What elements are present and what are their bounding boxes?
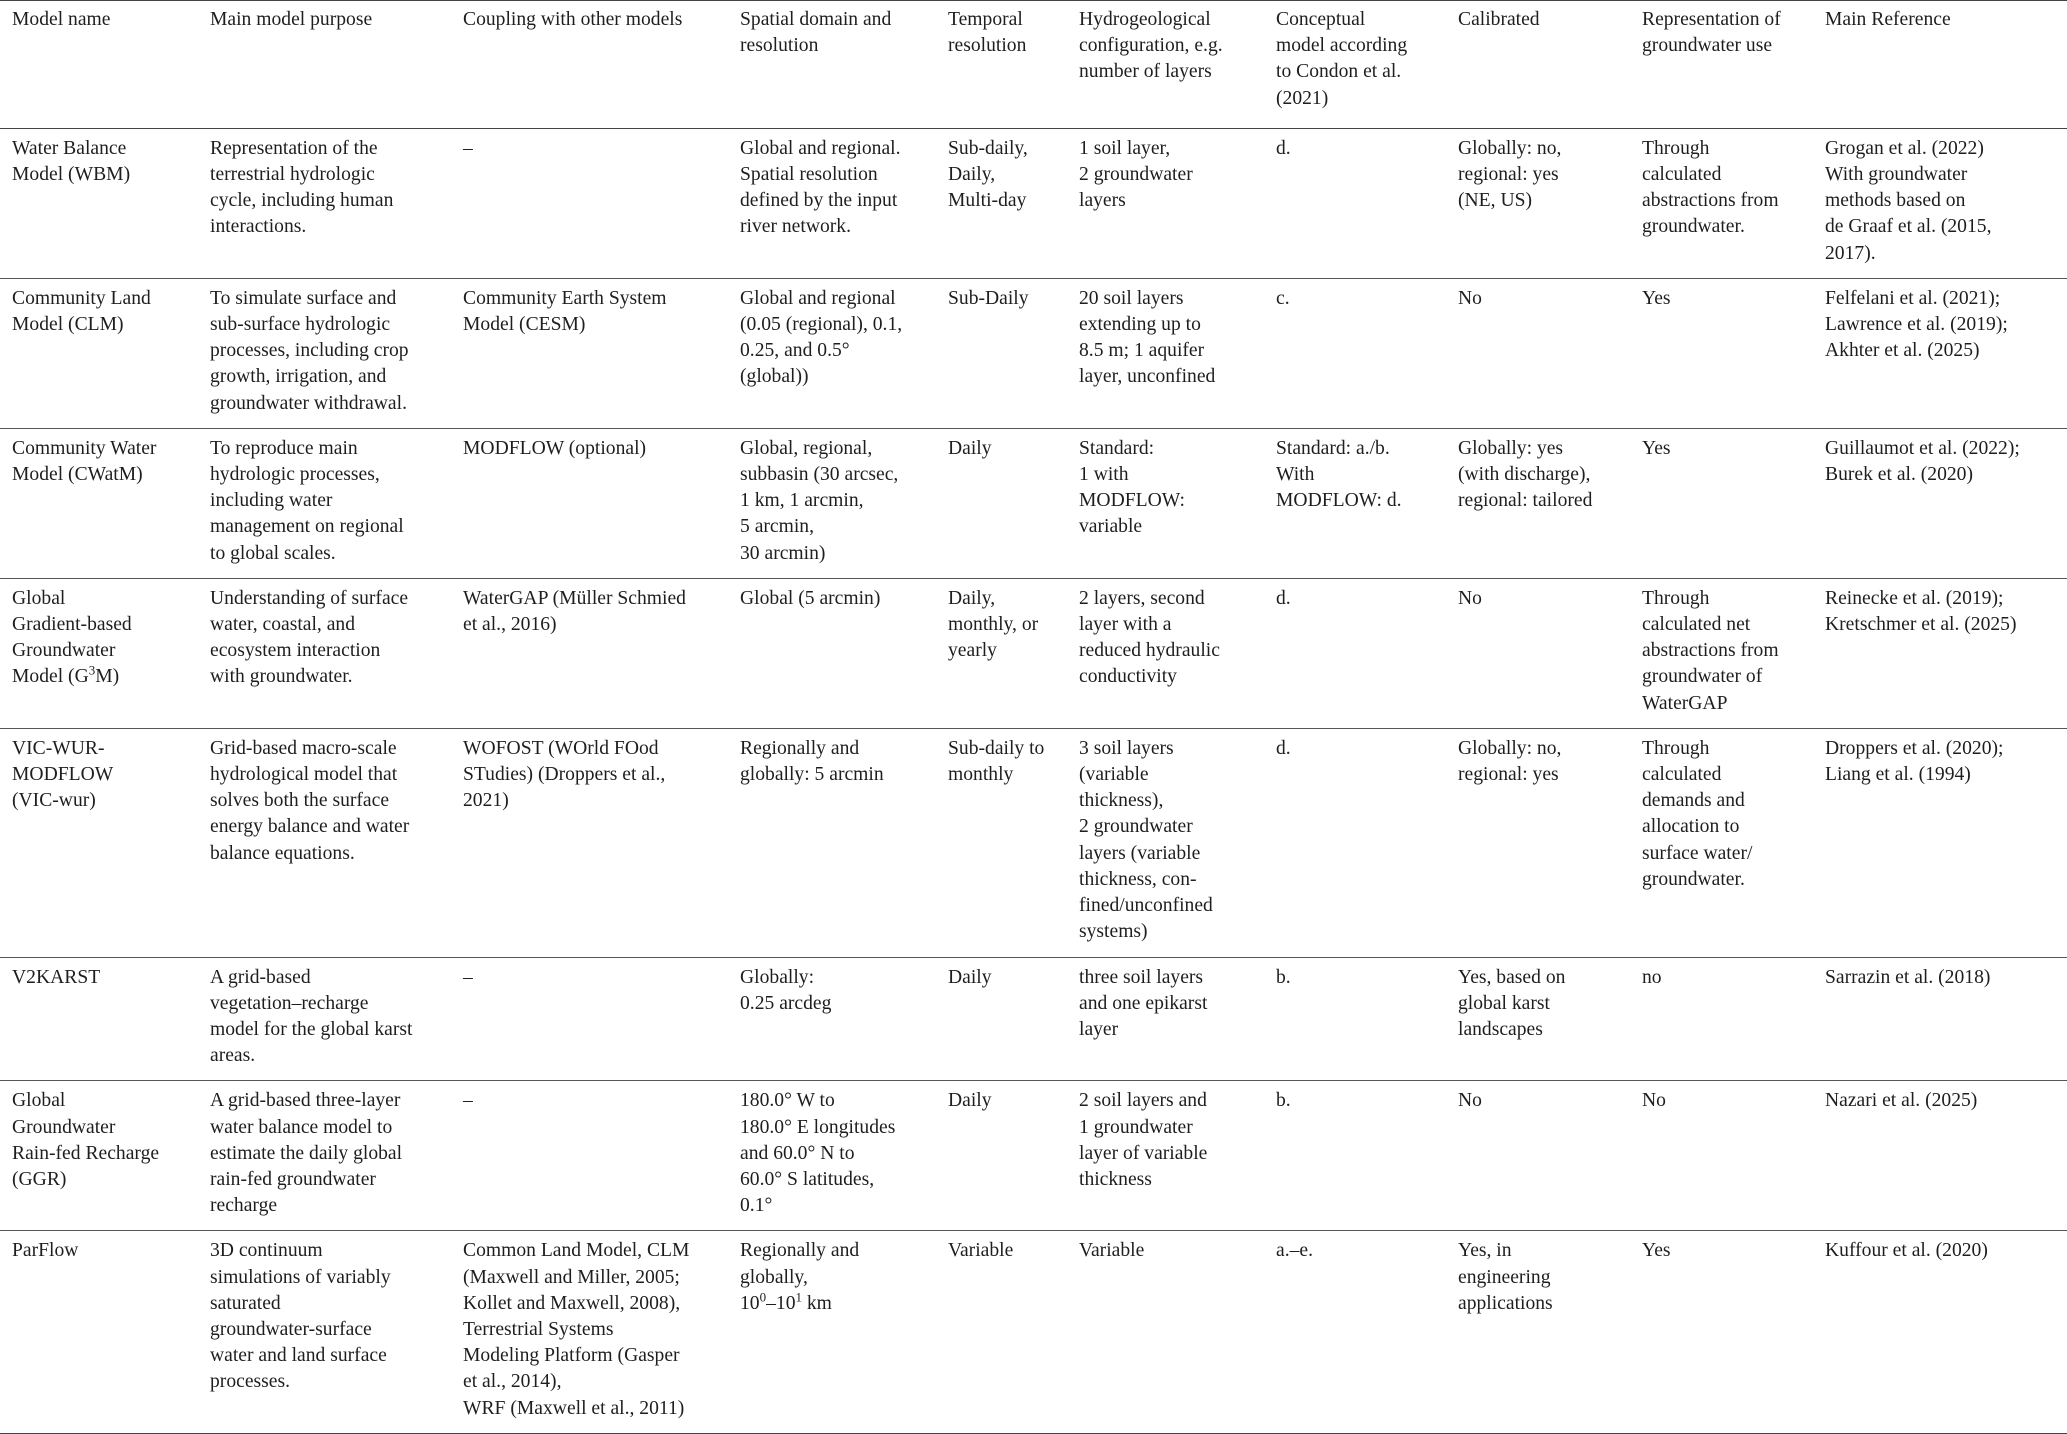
- cell-calibrated: Globally: no, regional: yes (NE, US): [1458, 137, 1562, 212]
- cell-reference: Reinecke et al. (2019); Kretschmer et al. (2025): [1825, 587, 2017, 636]
- cell-purpose: Representation of the terrestrial hydrologic cycle, including human interactions.: [210, 137, 394, 238]
- cell-spatial: Globally: 0.25 arcdeg: [740, 966, 832, 1014]
- cell-purpose: Grid-based macro-scale hydrological model that solves both the surface energy balance and water balance equations.: [210, 737, 410, 864]
- spatial-range-separator: –10: [766, 1292, 796, 1314]
- table-body: [0, 128, 2067, 1433]
- cell-reference: Kuffour et al. (2020): [1825, 1240, 1988, 1262]
- cell-coupling: MODFLOW (optional): [463, 437, 647, 459]
- cell-groundwater-use: No: [1642, 1090, 1666, 1112]
- cell-hydrogeo: 1 soil layer, 2 groundwater layers: [1079, 137, 1193, 212]
- table-row: [0, 128, 2067, 278]
- header-groundwater-use: Representation of groundwater use: [1642, 9, 1781, 57]
- model-name-suffix: M): [95, 666, 120, 688]
- cell-spatial: Regionally and globally: 5 arcmin: [740, 737, 884, 786]
- table-row: [0, 278, 2067, 428]
- cell-model-name: Community Water Model (CWatM): [12, 437, 157, 486]
- cell-hydrogeo: three soil layers and one epikarst layer: [1079, 966, 1208, 1040]
- spatial-unit: km: [801, 1292, 832, 1314]
- cell-conceptual: d.: [1276, 587, 1291, 609]
- cell-calibrated: No: [1458, 287, 1482, 309]
- cell-temporal: Daily: [948, 966, 992, 988]
- cell-temporal: Sub-daily to monthly: [948, 737, 1045, 786]
- table-header: [0, 1, 2067, 129]
- table-row: [0, 578, 2067, 728]
- cell-purpose: A grid-based vegetation–recharge model for the global karst areas.: [210, 966, 413, 1067]
- model-name-superscript: 3: [88, 662, 96, 678]
- table-row: [0, 728, 2067, 957]
- cell-groundwater-use: Through calculated net abstractions from groundwater of WaterGAP: [1642, 587, 1779, 714]
- cell-conceptual: c.: [1276, 287, 1290, 309]
- cell-calibrated: Yes, in engineering applications: [1458, 1240, 1553, 1314]
- header-model-name: Model name: [12, 9, 111, 30]
- header-spatial-domain: Spatial domain and resolution: [740, 9, 892, 57]
- cell-spatial: Global, regional, subbasin (30 arcsec, 1 km, 1 arcmin, 5 arcmin, 30 arcmin): [740, 437, 899, 564]
- header-coupling: Coupling with other models: [463, 9, 683, 30]
- header-temporal-resolution: Temporal resolution: [948, 9, 1027, 57]
- cell-model-name: V2KARST: [12, 966, 101, 988]
- header-main-model-purpose: Main model purpose: [210, 9, 373, 30]
- cell-temporal: Daily, monthly, or yearly: [948, 587, 1039, 662]
- cell-reference: Sarrazin et al. (2018): [1825, 966, 1991, 988]
- cell-temporal: Sub-Daily: [948, 287, 1029, 309]
- cell-conceptual: a.–e.: [1276, 1240, 1313, 1262]
- cell-conceptual: b.: [1276, 966, 1291, 988]
- spatial-exponent-lower: 0: [759, 1289, 767, 1305]
- cell-coupling: WOFOST (WOrld FOod STudies) (Droppers et al., 2021): [463, 737, 666, 812]
- cell-temporal: Variable: [948, 1240, 1014, 1262]
- cell-coupling: –: [463, 137, 473, 159]
- header-conceptual-model: Conceptual model according to Condon et al. (2021): [1276, 9, 1408, 109]
- cell-coupling: –: [463, 966, 473, 988]
- cell-coupling: Community Earth System Model (CESM): [463, 287, 667, 336]
- table-row: [0, 1081, 2067, 1231]
- cell-reference: Grogan et al. (2022) With groundwater methods based on de Graaf et al. (2015, 2017).: [1825, 137, 1992, 264]
- cell-model-name: Community Land Model (CLM): [12, 287, 151, 336]
- cell-temporal: Sub-daily, Daily, Multi-day: [948, 137, 1028, 212]
- cell-reference: Guillaumot et al. (2022); Burek et al. (2020): [1825, 437, 2020, 486]
- spatial-text: Regionally and globally, 10: [740, 1240, 860, 1314]
- cell-conceptual: d.: [1276, 737, 1291, 759]
- cell-model-name: Global Groundwater Rain-fed Recharge (GGR): [12, 1090, 160, 1190]
- cell-purpose: To reproduce main hydrologic processes, including water management on regional to global scales.: [210, 437, 404, 564]
- table-row: [0, 957, 2067, 1081]
- cell-calibrated: No: [1458, 587, 1482, 609]
- cell-groundwater-use: Yes: [1642, 287, 1671, 309]
- cell-coupling: WaterGAP (Müller Schmied et al., 2016): [463, 587, 686, 636]
- cell-reference: Droppers et al. (2020); Liang et al. (1994): [1825, 737, 2004, 786]
- header-hydrogeological-configuration: Hydrogeological configuration, e.g. number of layers: [1079, 9, 1223, 83]
- cell-temporal: Daily: [948, 437, 992, 459]
- table-row: [0, 1231, 2067, 1433]
- cell-purpose: 3D continuum simulations of variably saturated groundwater-surface water and land surface processes.: [210, 1240, 391, 1393]
- cell-spatial: [728, 1231, 936, 1433]
- cell-groundwater-use: Yes: [1642, 437, 1671, 459]
- cell-coupling: Common Land Model, CLM (Maxwell and Miller, 2005; Kollet and Maxwell, 2008), Terrestrial Systems Modeling Platform (Gasper et al., 2014), WRF (Maxwell et al., 2011): [463, 1240, 690, 1419]
- cell-reference: Felfelani et al. (2021); Lawrence et al. (2019); Akhter et al. (2025): [1825, 287, 2008, 362]
- model-name-text: Global Gradient-based Groundwater Model (G: [12, 587, 132, 688]
- cell-spatial: 180.0° W to 180.0° E longitudes and 60.0° N to 60.0° S latitudes, 0.1°: [740, 1090, 896, 1217]
- cell-model-name: VIC-WUR- MODFLOW (VIC-wur): [12, 737, 114, 812]
- cell-model-name: Water Balance Model (WBM): [12, 137, 131, 186]
- header-calibrated: Calibrated: [1458, 9, 1540, 30]
- cell-calibrated: Yes, based on global karst landscapes: [1458, 966, 1566, 1040]
- cell-model-name: ParFlow: [12, 1240, 79, 1262]
- cell-groundwater-use: Through calculated demands and allocation to surface water/ groundwater.: [1642, 737, 1753, 890]
- cell-temporal: Daily: [948, 1090, 992, 1112]
- cell-spatial: Global and regional. Spatial resolution defined by the input river network.: [740, 137, 901, 238]
- cell-hydrogeo: 20 soil layers extending up to 8.5 m; 1 aquifer layer, unconfined: [1079, 287, 1216, 388]
- cell-spatial: Global (5 arcmin): [740, 587, 881, 609]
- cell-purpose: Understanding of surface water, coastal, and ecosystem interaction with groundwater.: [210, 587, 409, 688]
- spatial-exponent-upper: 1: [795, 1289, 802, 1305]
- cell-calibrated: Globally: no, regional: yes: [1458, 737, 1562, 786]
- cell-groundwater-use: Yes: [1642, 1240, 1671, 1262]
- table-row: [0, 428, 2067, 578]
- header-row: [0, 1, 2067, 129]
- cell-purpose: To simulate surface and sub-surface hydrologic processes, including crop growth, irrigation, and groundwater withdrawal.: [210, 287, 409, 414]
- cell-model-name: [0, 578, 198, 728]
- cell-hydrogeo: 2 layers, second layer with a reduced hydraulic conductivity: [1079, 587, 1220, 688]
- cell-purpose: A grid-based three-layer water balance model to estimate the daily global rain-fed groundwater recharge: [210, 1090, 403, 1217]
- cell-hydrogeo: 2 soil layers and 1 groundwater layer of variable thickness: [1079, 1090, 1208, 1190]
- cell-conceptual: d.: [1276, 137, 1291, 159]
- cell-calibrated: No: [1458, 1090, 1482, 1112]
- cell-spatial: Global and regional (0.05 (regional), 0.1, 0.25, and 0.5° (global)): [740, 287, 903, 388]
- cell-hydrogeo: Standard: 1 with MODFLOW: variable: [1079, 437, 1185, 538]
- cell-groundwater-use: Through calculated abstractions from groundwater.: [1642, 137, 1779, 238]
- cell-reference: Nazari et al. (2025): [1825, 1090, 1978, 1112]
- cell-calibrated: Globally: yes (with discharge), regional: tailored: [1458, 437, 1593, 512]
- cell-conceptual: Standard: a./b. With MODFLOW: d.: [1276, 437, 1402, 512]
- cell-conceptual: b.: [1276, 1090, 1291, 1112]
- cell-groundwater-use: no: [1642, 966, 1662, 988]
- header-main-reference: Main Reference: [1825, 9, 1951, 30]
- cell-hydrogeo: 3 soil layers (variable thickness), 2 groundwater layers (variable thickness, con- fined/unconfined systems): [1079, 737, 1213, 943]
- cell-hydrogeo: Variable: [1079, 1240, 1145, 1262]
- cell-coupling: –: [463, 1090, 473, 1112]
